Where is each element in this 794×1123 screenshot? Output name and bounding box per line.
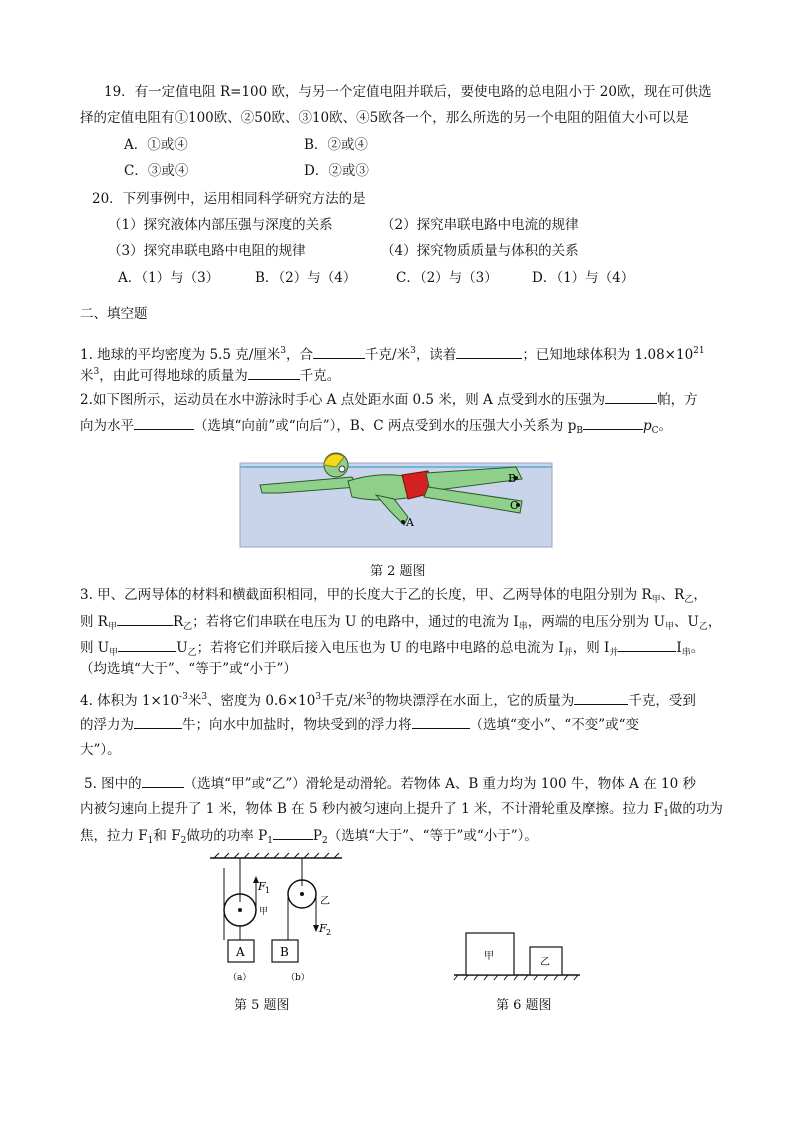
caption-a: （a）: [228, 973, 252, 983]
point-a: [401, 520, 405, 524]
label-f2-sub: 2: [326, 928, 332, 937]
q19-line2: 择的定值电阻有①100欧、②50欧、③10欧、④5欧各一个，那么所选的另一个电阻的阻值大小可以是: [80, 110, 689, 126]
f3-text-2e: 、U: [673, 614, 699, 630]
f3-blank-3[interactable]: [618, 637, 676, 652]
f5-text-2b: 做的功为: [668, 801, 723, 817]
figure2-caption: 第 2 题图: [370, 564, 426, 579]
f2-text-b: 帕，方: [657, 392, 698, 408]
f3-text-2c: ；若将它们串联在电压为 U 的电路中，通过的电流为 I: [192, 614, 519, 630]
f2-text-c: 向为水平: [80, 418, 134, 434]
q19-option-d: D．②或③: [304, 163, 369, 179]
f5-sub: 1: [147, 836, 154, 846]
f3-blank-1[interactable]: [117, 611, 173, 626]
f1-text-e: ；已知地球体积为 1.08×10: [522, 347, 694, 363]
figure5-caption: 第 5 题图: [234, 998, 290, 1013]
f1-text-c: 千克/米: [365, 347, 411, 363]
f4-text-1e: 的物块漂浮在水面上，它的质量为: [371, 693, 575, 709]
f3-text-3c: ；若将它们并联后接入电压也为 U 的电路中电路的总电流为 I: [196, 640, 564, 656]
label-f1: F: [258, 880, 266, 893]
f2-sub-c: C: [651, 426, 659, 436]
f1-text-a: 1. 地球的平均密度为 5.5 克/厘米: [80, 347, 281, 363]
f5-text-3e: （选填“大于”、“等于”或“小于”）。: [327, 828, 538, 844]
f1-text-b: ，合: [286, 347, 314, 363]
f2-blank-2[interactable]: [134, 415, 194, 430]
f1-text-g: ，由此可得地球的质量为: [99, 368, 248, 384]
f3-sub: 并: [563, 648, 573, 658]
f3-sub: 串: [518, 622, 528, 632]
f3-sub: 甲: [664, 622, 674, 632]
f1-blank-3[interactable]: [248, 365, 300, 380]
f5-line1: [84, 773, 696, 794]
f2-line1: [80, 389, 698, 410]
f4-text-1f: 千克，受到: [628, 693, 696, 709]
q19-line1: 19．有一定值电阻 R=100 欧，与另一个定值电阻并联后，要使电路的总电阻小于 20欧，现在可供选: [104, 84, 712, 100]
label-block-jia: 甲: [484, 951, 494, 962]
f4-sup-2: 3: [315, 692, 322, 702]
f2-text-d: （选填“向前”或“向后”），B、C 两点受到水的压强大小关系为 p: [194, 418, 577, 434]
f4-text-1a: 4. 体积为 1×10: [80, 693, 180, 709]
f5-text-3b: 和 F: [153, 828, 181, 844]
f5-sub: 2: [322, 836, 328, 846]
f3-sub: 甲: [107, 622, 117, 632]
label-c: C: [510, 499, 519, 512]
f2-line2: [80, 415, 672, 441]
f3-text-2b: R: [172, 614, 184, 630]
label-block-b: B: [280, 945, 289, 959]
label-block-a: A: [236, 945, 245, 959]
f4-sup-cube: 3: [366, 692, 372, 702]
f5-sub: 1: [663, 809, 669, 819]
f4-text-2a: 的浮力为: [80, 717, 134, 733]
f3-blank-2[interactable]: [118, 637, 176, 652]
f4-sup-cube: 3: [201, 692, 208, 702]
f4-line2: [80, 714, 639, 735]
caption-b: （b）: [286, 973, 310, 983]
f3-line2: 则 $R_甲$ $R_乙$；若将它们串联在电压为 U 的电路中，通过的电流为 $I_串$，两端的电压分别为 $U_甲$、$U_乙$，: [80, 611, 721, 637]
f3-text-2d: ，两端的电压分别为 U: [527, 614, 665, 630]
f3-text-2a: 则 R: [80, 614, 108, 630]
f3-sub: 乙: [183, 622, 193, 632]
f3-text-3f: 。: [690, 640, 705, 656]
pulley-b-axle: [300, 892, 304, 896]
f4-text-2c: （选填“变小”、“不变”或“变: [469, 717, 640, 733]
f4-blank-1[interactable]: [574, 690, 628, 705]
f3-line1: 3. 甲、乙两导体的材料和横截面积相同，甲的长度大于乙的长度，甲、乙两导体的电阻分别为 $R_甲$、$R_乙$，: [80, 587, 707, 605]
f1-sup-exp: 21: [693, 346, 705, 356]
f1-text-h: 千克。: [299, 368, 341, 384]
q20-stem: 20．下列事例中，运用相同科学研究方法的是: [92, 191, 366, 207]
q20-item-4: （4）探究物质质量与体积的关系: [381, 243, 579, 259]
f4-text-1c: 、密度为 0.6×10: [207, 693, 316, 709]
label-jia: 甲: [259, 907, 269, 917]
label-b: B: [508, 472, 517, 485]
f5-line2: [80, 799, 723, 824]
f2-blank-3[interactable]: [583, 415, 643, 430]
f1-sup: 3: [93, 367, 100, 377]
f4-blank-3[interactable]: [412, 714, 470, 729]
f3-text-3a: 则 U: [80, 640, 110, 656]
q20-option-d: D．（1）与（4）: [532, 270, 635, 286]
f5-text-3a: 焦，拉力 F: [80, 828, 148, 844]
q19-option-a: A．①或④: [124, 137, 188, 153]
f5-text-2: 内被匀速向上提升了 1 米，物体 B 在 5 秒内被匀速向上提升了 1 米，不计滑轮重及摩擦。拉力 F: [80, 801, 664, 817]
label-block-yi: 乙: [540, 957, 550, 968]
f4-text-1b: 米: [187, 693, 202, 709]
q20-item-3: （3）探究串联电路中电阻的规律: [108, 243, 306, 259]
f4-sup-1: -3: [179, 692, 188, 702]
f4-text-1d: 千克/米: [321, 693, 367, 709]
q19-option-c: C．③或④: [124, 163, 189, 179]
f5-text-1b: （选填“甲”或“乙”）滑轮是动滑轮。若物体 A、B 重力均为 100 牛，物体 A 在 10 秒: [183, 776, 696, 792]
q20-option-b: B．（2）与（4）: [255, 270, 357, 286]
swimmer-figure: [240, 463, 552, 547]
f2-blank-1[interactable]: [605, 389, 657, 404]
f4-line1: [80, 687, 696, 711]
f5-sub: 2: [180, 836, 187, 846]
f1-sup: 3: [410, 346, 416, 356]
f3-sub: 并: [609, 648, 619, 658]
q20-item-1: （1）探究液体内部压强与深度的关系: [108, 217, 333, 233]
f3-line4: （均选填“大于”、“等于”或“小于”）: [80, 661, 297, 677]
f1-line2: [80, 362, 340, 386]
f3-text-3b: U: [176, 640, 188, 656]
pulley-figure: [200, 852, 350, 982]
f3-sub: 串: [681, 648, 691, 658]
f1-text-f: 米: [80, 368, 94, 384]
f3-sub: 甲: [651, 595, 661, 605]
label-f1-sub: 1: [265, 886, 271, 895]
q20-option-a: A．（1）与（3）: [118, 270, 220, 286]
f2-text-a: 2.如下图所示，运动员在水中游泳时手心 A 点处距水面 0.5 米，则 A 点受到水的压强为: [80, 392, 606, 408]
f5-text-3d: P: [312, 828, 323, 844]
q20-item-2: （2）探究串联电路中电流的规律: [381, 217, 579, 233]
f3-sub: 乙: [187, 648, 197, 658]
f2-sub-b: B: [576, 426, 583, 436]
q19-option-b: B．②或④: [304, 137, 368, 153]
f5-text-1a: 5. 图中的: [84, 776, 142, 792]
label-a: A: [406, 516, 414, 529]
f2-text-e: p: [642, 418, 652, 434]
f3-sub: 乙: [684, 595, 694, 605]
label-f2: F: [319, 922, 327, 935]
blocks-figure: [450, 925, 590, 985]
f3-text-3e: I: [676, 640, 682, 656]
f1-text-d: ，读着: [415, 347, 457, 363]
f3-sub: 甲: [109, 648, 119, 658]
q20-option-c: C．（2）与（3）: [396, 270, 498, 286]
goggles-icon: [339, 466, 345, 472]
pulley-a-axle: [238, 908, 242, 912]
f5-blank-2[interactable]: [273, 825, 313, 840]
f4-text-2b: 牛；向水中加盐时，物块受到的浮力将: [182, 717, 412, 733]
f3-text-1: 3. 甲、乙两导体的材料和横截面积相同，甲的长度大于乙的长度，甲、乙两导体的电阻分别为 R: [80, 587, 652, 603]
f5-text-3c: 做功的功率 P: [186, 828, 268, 844]
f3-text-3d: ，则 I: [572, 640, 610, 656]
f5-sub: 1: [267, 836, 273, 846]
f1-sup: 3: [280, 346, 287, 356]
f3-text-comma: 、R: [660, 587, 685, 603]
section-title: 二、填空题: [80, 306, 148, 322]
f3-sub: 乙: [698, 622, 708, 632]
figure6-caption: 第 6 题图: [496, 998, 552, 1013]
f2-text-f: 。: [658, 418, 673, 434]
f4-line3: 大”）。: [80, 742, 121, 758]
label-yi: 乙: [320, 896, 330, 907]
f4-blank-2[interactable]: [134, 714, 182, 729]
f1-blank-1[interactable]: [313, 344, 365, 359]
f1-blank-2[interactable]: [456, 344, 522, 359]
f5-blank-1[interactable]: [142, 773, 184, 788]
f5-line3: [80, 825, 538, 851]
